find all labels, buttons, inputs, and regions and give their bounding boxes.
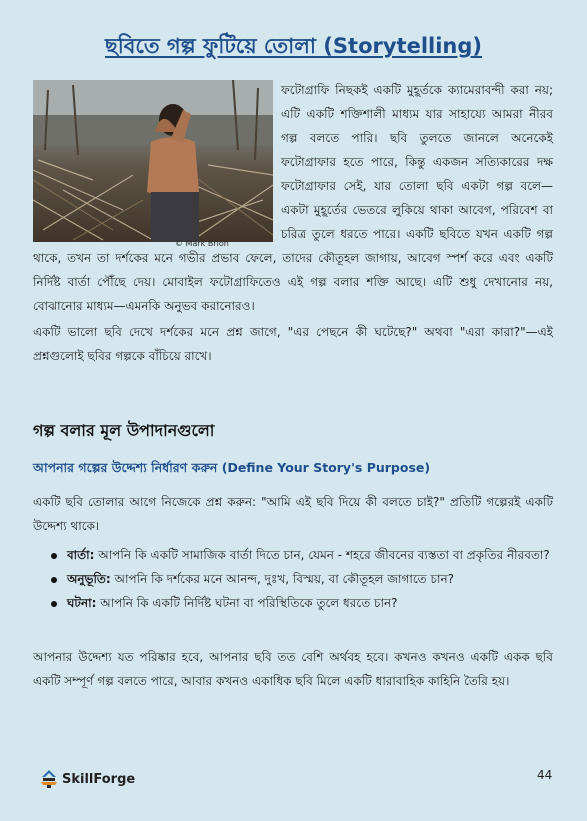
bullet-term: বার্তা: — [67, 548, 95, 562]
skillforge-logo-icon — [40, 769, 58, 789]
intro-paragraph-text: ফটোগ্রাফি নিছকই একটি মুহূর্তকে ক্যামেরাবন্দী করা নয়; এটি একটি শক্তিশালী মাধ্যম যার সাহায্যে আমরা নীরব গল্প বলতে পারি। ছবি তুলতে জানলে অনেকেই ফটোগ্রাফার হতে পারে, কিন্তু একজন সত্যিকারের দক্ষ ফটোগ্রাফার সেই, যার তোলা ছবি একটা গল্প বলে—একটা মুহূর্তের ভেতরে লুকিয়ে থাকা আবেগ, পরিবেশ বা চরিত্র তুলে ধরতে পারে। একটি ছবিতে যখন একটি গল্প থাকে, তখন তা দর্শকের মনে গভীর প্রভাব ফেলে, তাদের কৌতূহল জাগায়, আবেগ স্পর্শ করে এবং একটি নির্দিষ্ট বার্তা পৌঁছে দেয়। মোবাইল ফটোগ্রাফিতেও এই গল্প বলার শক্তি আছে। এটি শুধু দেখানোর নয়, বোঝানোর মাধ্যম—এমনকি অনুভব করানোরও। — [33, 83, 553, 313]
page-number: 44 — [537, 768, 553, 782]
purpose-bullet-list — [33, 543, 553, 615]
bullet-term: অনুভূতি: — [67, 572, 111, 586]
skillforge-logo — [40, 768, 135, 790]
bullet-item — [67, 543, 553, 567]
page-title: ছবিতে গল্প ফুটিয়ে তোলা (Storytelling) — [104, 34, 483, 58]
question-paragraph: একটি ভালো ছবি দেখে দর্শকের মনে প্রশ্ন জাগে, "এর পেছনে কী ঘটেছে?" অথবা "এরা কারা?"—এই প্রশ্নগুলোই ছবির গল্পকে বাঁচিয়ে রাখে। — [33, 325, 553, 363]
bullet-text: আপনি কি দর্শকের মনে আনন্দ, দুঃখ, বিস্ময়, বা কৌতূহল জাগাতে চান? — [110, 572, 454, 586]
purpose-paragraph: একটি ছবি তোলার আগে নিজেকে প্রশ্ন করুন: "আমি এই ছবি দিয়ে কী বলতে চাই?" প্রতিটি গল্পেরই একটি উদ্দেশ্য থাকে। — [33, 495, 553, 533]
photo-credit: © Mark Brion — [175, 239, 229, 248]
intro-paragraph — [33, 78, 553, 318]
bullet-item — [67, 591, 553, 615]
closing-paragraph: আপনার উদ্দেশ্য যত পরিষ্কার হবে, আপনার ছবি তত বেশি অর্থবহ হবে। কখনও কখনও একটি একক ছবি একটি সম্পূর্ণ গল্প বলতে পারে, আবার কখনও একাধিক ছবি মিলে একটি ধারাবাহিক কাহিনি তৈরি হয়। — [33, 650, 553, 688]
bullet-item — [67, 567, 553, 591]
subsection-title: আপনার গল্পের উদ্দেশ্য নির্ধারণ করুন (Define Your Story's Purpose) — [33, 460, 431, 475]
section-title: গল্প বলার মূল উপাদানগুলো — [33, 421, 215, 440]
bullet-text: আপনি কি একটি সামাজিক বার্তা দিতে চান, যেমন - শহরে জীবনের ব্যস্ততা বা প্রকৃতির নীরবতা? — [94, 548, 550, 562]
bullet-text: আপনি কি একটি নির্দিষ্ট ঘটনা বা পরিস্থিতিকে তুলে ধরতে চান? — [96, 596, 398, 610]
logo-text: SkillForge — [62, 771, 136, 787]
bullet-term: ঘটনা: — [67, 596, 97, 610]
